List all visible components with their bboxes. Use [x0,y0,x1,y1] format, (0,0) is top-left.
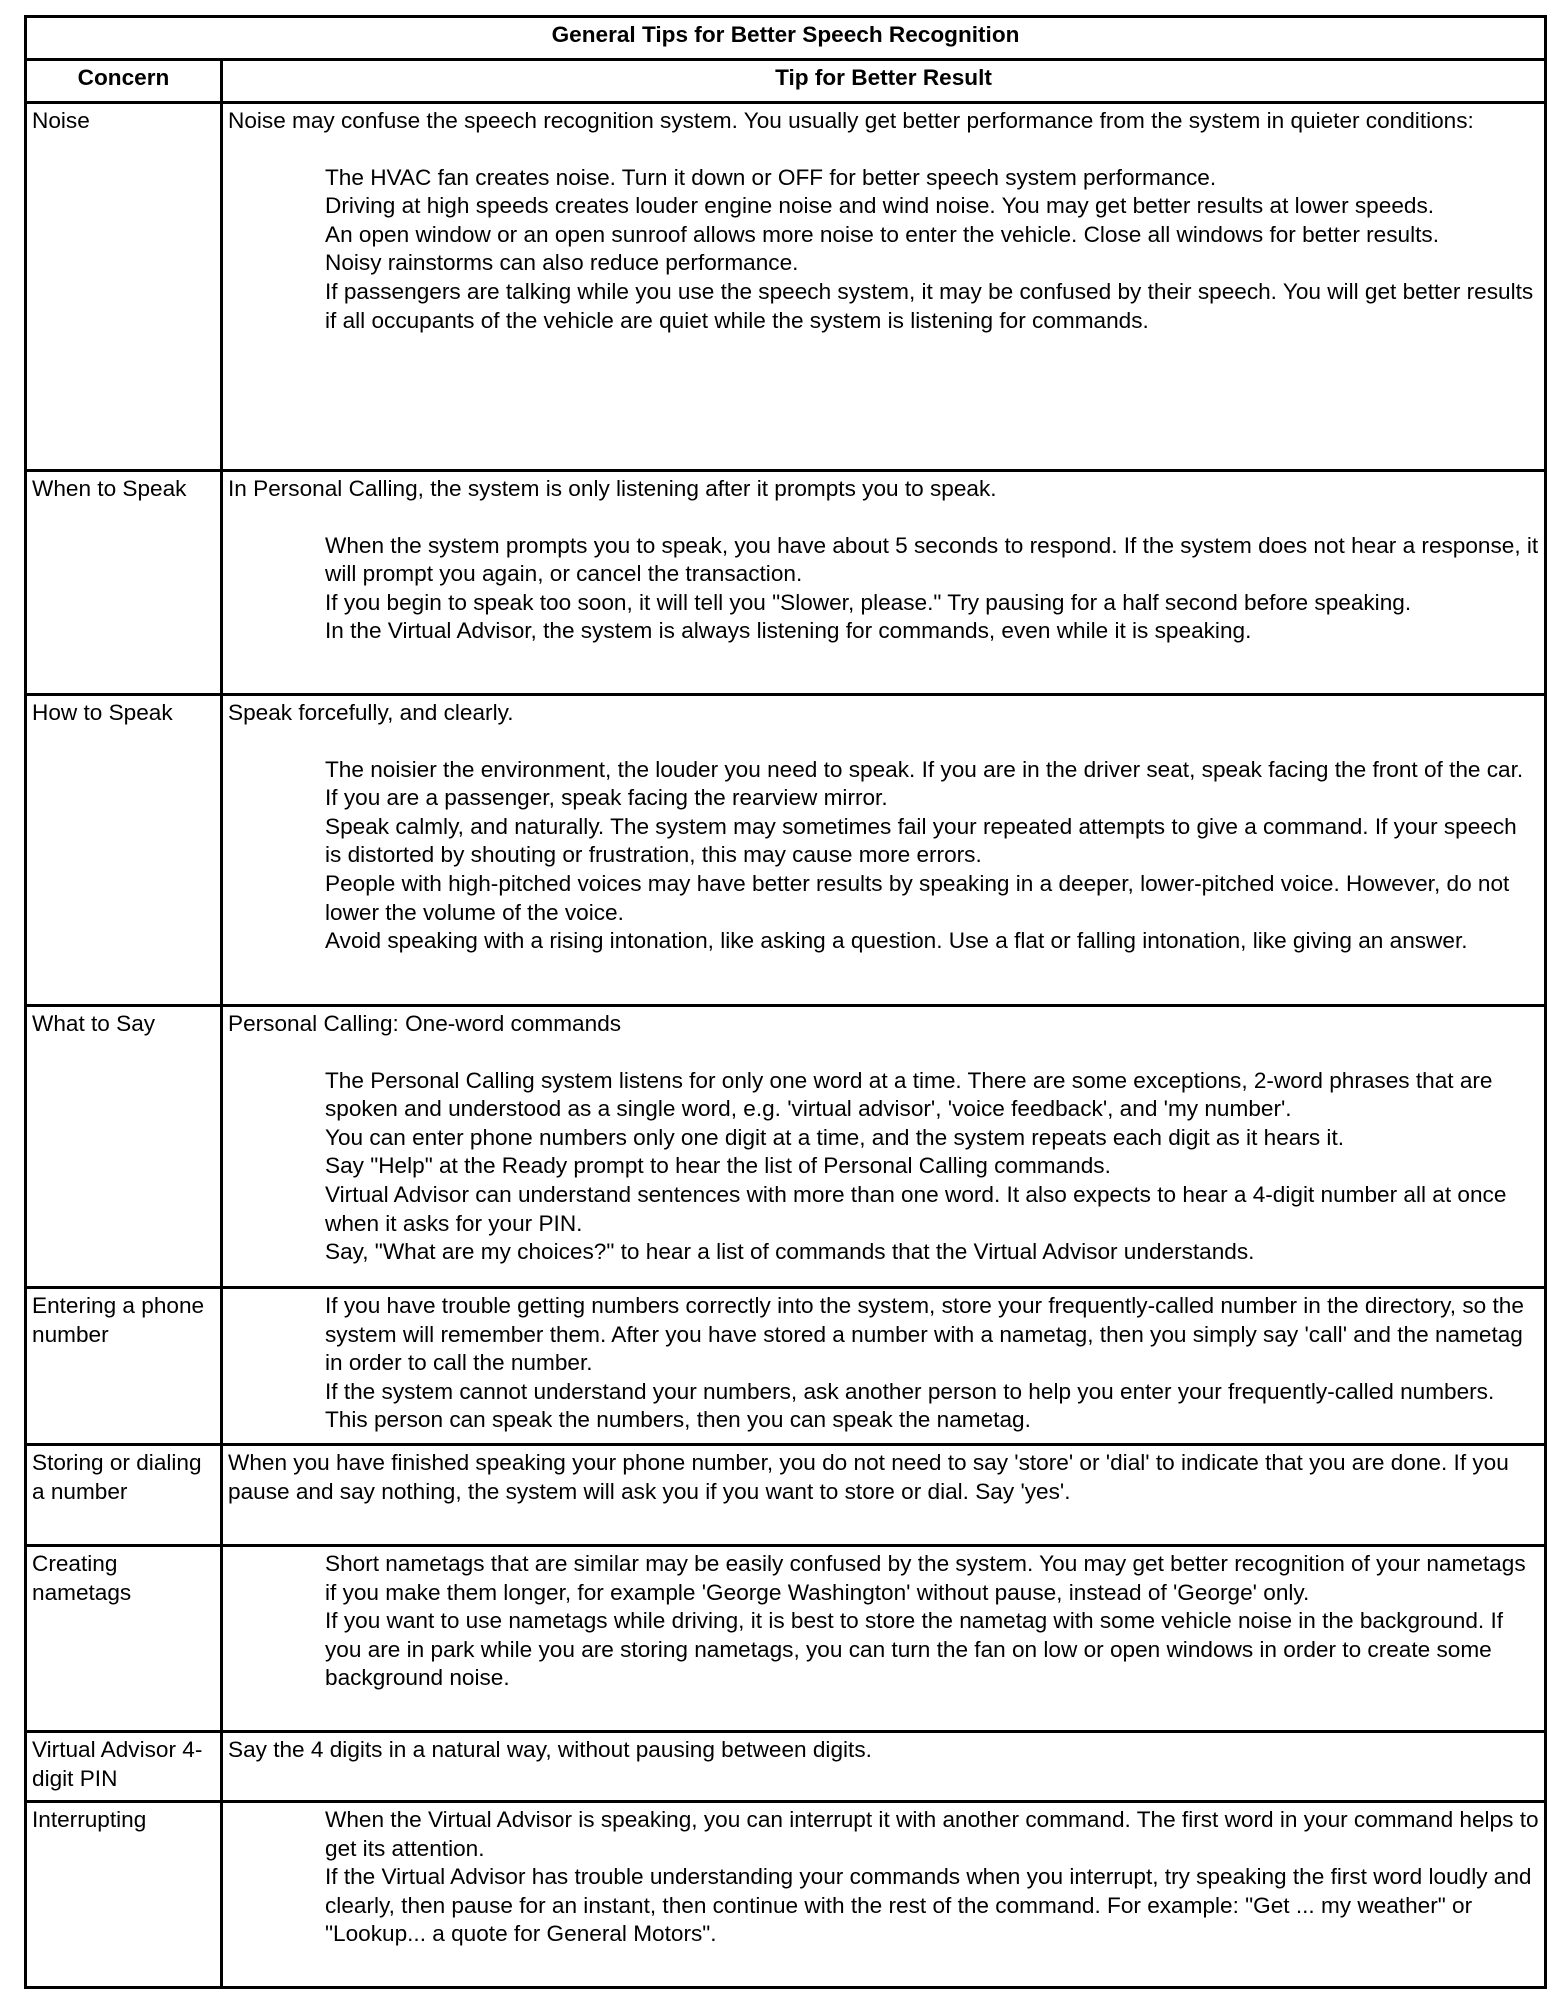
list-item: If you begin to speak too soon, it will tell you "Slower, please." Try pausing for a half second before speaking. [325,589,1412,615]
document-sheet [24,15,1544,1989]
list-item: You can enter phone numbers only one digit at a time, and the system repeats each digit as it hears it. [325,1124,1345,1150]
tip-cell [222,1445,1546,1546]
list-item: If the Virtual Advisor has trouble understanding your commands when you interrupt, try speaking the first word loudly and clearly, then pause for an instant, then continue with the rest of the command. For example: "Get ... my weather" or "Lookup... a quote for General Motors". [325,1864,1532,1947]
list-item: An open window or an open sunroof allows more noise to enter the vehicle. Close all windows for better results. [325,221,1439,247]
list-item: Short nametags that are similar may be easily confused by the system. You may get better recognition of your nametags if you make them longer, for example 'George Washington' without pause, instead of 'George' only. [325,1551,1526,1605]
table-row [26,1288,1546,1445]
concern-cell: How to Speak [26,695,222,1006]
tip-list [228,1550,1539,1693]
list-item: Noisy rainstorms can also reduce performance. [325,250,799,276]
tip-list [228,756,1539,956]
table-row [26,1732,1546,1802]
tip-intro: When you have finished speaking your phone number, you do not need to say 'store' or 'dial' to indicate that you are done. If you pause and say nothing, the system will ask you if you want to store or dial. Say 'yes'. [228,1450,1509,1504]
list-item: The HVAC fan creates noise. Turn it down or OFF for better speech system performance. [325,164,1217,190]
list-item: When the system prompts you to speak, you have about 5 seconds to respond. If the system does not hear a response, it will prompt you again, or cancel the transaction. [325,532,1539,587]
tip-list [228,164,1539,336]
tip-intro: Say the 4 digits in a natural way, without pausing between digits. [228,1737,872,1762]
tip-cell [222,1006,1546,1288]
concern-cell: Noise [26,103,222,471]
list-item: If you have trouble getting numbers correctly into the system, store your frequently-called number in the directory, so the system will remember them. After you have stored a number with a nametag, then you simply say 'call' and the nametag in order to call the number. [325,1293,1524,1376]
tip-cell [222,1546,1546,1732]
tip-cell [222,1732,1546,1802]
list-item: The Personal Calling system listens for only one word at a time. There are some exceptions, 2-word phrases that are spoken and understood as a single word, e.g. 'virtual advisor', 'voice feedback', and 'my number'. [325,1067,1493,1122]
tip-intro: In Personal Calling, the system is only listening after it prompts you to speak. [228,476,997,501]
concern-cell: Entering a phone number [26,1288,222,1445]
tip-cell [222,1802,1546,1988]
list-item: When the Virtual Advisor is speaking, you can interrupt it with another command. The first word in your command helps to get its attention. [325,1807,1539,1861]
list-item: If the system cannot understand your numbers, ask another person to help you enter your frequently-called numbers. This person can speak the numbers, then you can speak the nametag. [325,1378,1495,1433]
tip-list [228,1067,1539,1267]
tip-intro: Personal Calling: One-word commands [228,1011,622,1036]
table-title: General Tips for Better Speech Recognition [26,17,1546,60]
list-item: If passengers are talking while you use the speech system, it may be confused by their speech. You will get better results if all occupants of the vehicle are quiet while the system is listening for commands. [325,278,1534,333]
tip-intro: Speak forcefully, and clearly. [228,700,514,725]
tip-column-header: Tip for Better Result [222,60,1546,103]
list-item: Avoid speaking with a rising intonation, like asking a question. Use a flat or falling intonation, like giving an answer. [325,928,1468,954]
table-row [26,1546,1546,1732]
concern-cell: What to Say [26,1006,222,1288]
header-row [26,60,1546,103]
table-row [26,695,1546,1006]
tip-list [228,1806,1539,1949]
concern-cell: Interrupting [26,1802,222,1988]
concern-cell: Storing or dialing a number [26,1445,222,1546]
concern-cell: Creating nametags [26,1546,222,1732]
tip-cell [222,1288,1546,1445]
speech-tips-table [24,15,1547,1989]
list-item: In the Virtual Advisor, the system is always listening for commands, even while it is speaking. [325,618,1252,644]
tip-cell [222,103,1546,471]
table-row [26,471,1546,695]
list-item: Virtual Advisor can understand sentences with more than one word. It also expects to hear a 4-digit number all at once when it asks for your PIN. [325,1181,1507,1236]
tip-list [228,1292,1539,1435]
tip-cell [222,695,1546,1006]
list-item: Say "Help" at the Ready prompt to hear the list of Personal Calling commands. [325,1153,1111,1179]
table-row [26,103,1546,471]
tip-cell [222,471,1546,695]
table-row [26,1445,1546,1546]
tip-intro: Noise may confuse the speech recognition system. You usually get better performance from the system in quieter conditions: [228,108,1474,133]
list-item: The noisier the environment, the louder you need to speak. If you are in the driver seat, speak facing the front of the car. If you are a passenger, speak facing the rearview mirror. [325,756,1524,811]
concern-cell: Virtual Advisor 4-digit PIN [26,1732,222,1802]
table-row [26,1006,1546,1288]
list-item: Say, "What are my choices?" to hear a list of commands that the Virtual Advisor understands. [325,1239,1255,1265]
concern-cell: When to Speak [26,471,222,695]
list-item: Driving at high speeds creates louder engine noise and wind noise. You may get better results at lower speeds. [325,193,1435,219]
tip-list [228,532,1539,646]
list-item: Speak calmly, and naturally. The system may sometimes fail your repeated attempts to give a command. If your speech is distorted by shouting or frustration, this may cause more errors. [325,813,1517,868]
list-item: If you want to use nametags while driving, it is best to store the nametag with some vehicle noise in the background. If you are in park while you are storing nametags, you can turn the fan on low or open windows in order to create some background noise. [325,1608,1504,1691]
table-row [26,1802,1546,1988]
title-row [26,17,1546,60]
concern-column-header: Concern [26,60,222,103]
list-item: People with high-pitched voices may have better results by speaking in a deeper, lower-pitched voice. However, do not lower the volume of the voice. [325,870,1510,925]
